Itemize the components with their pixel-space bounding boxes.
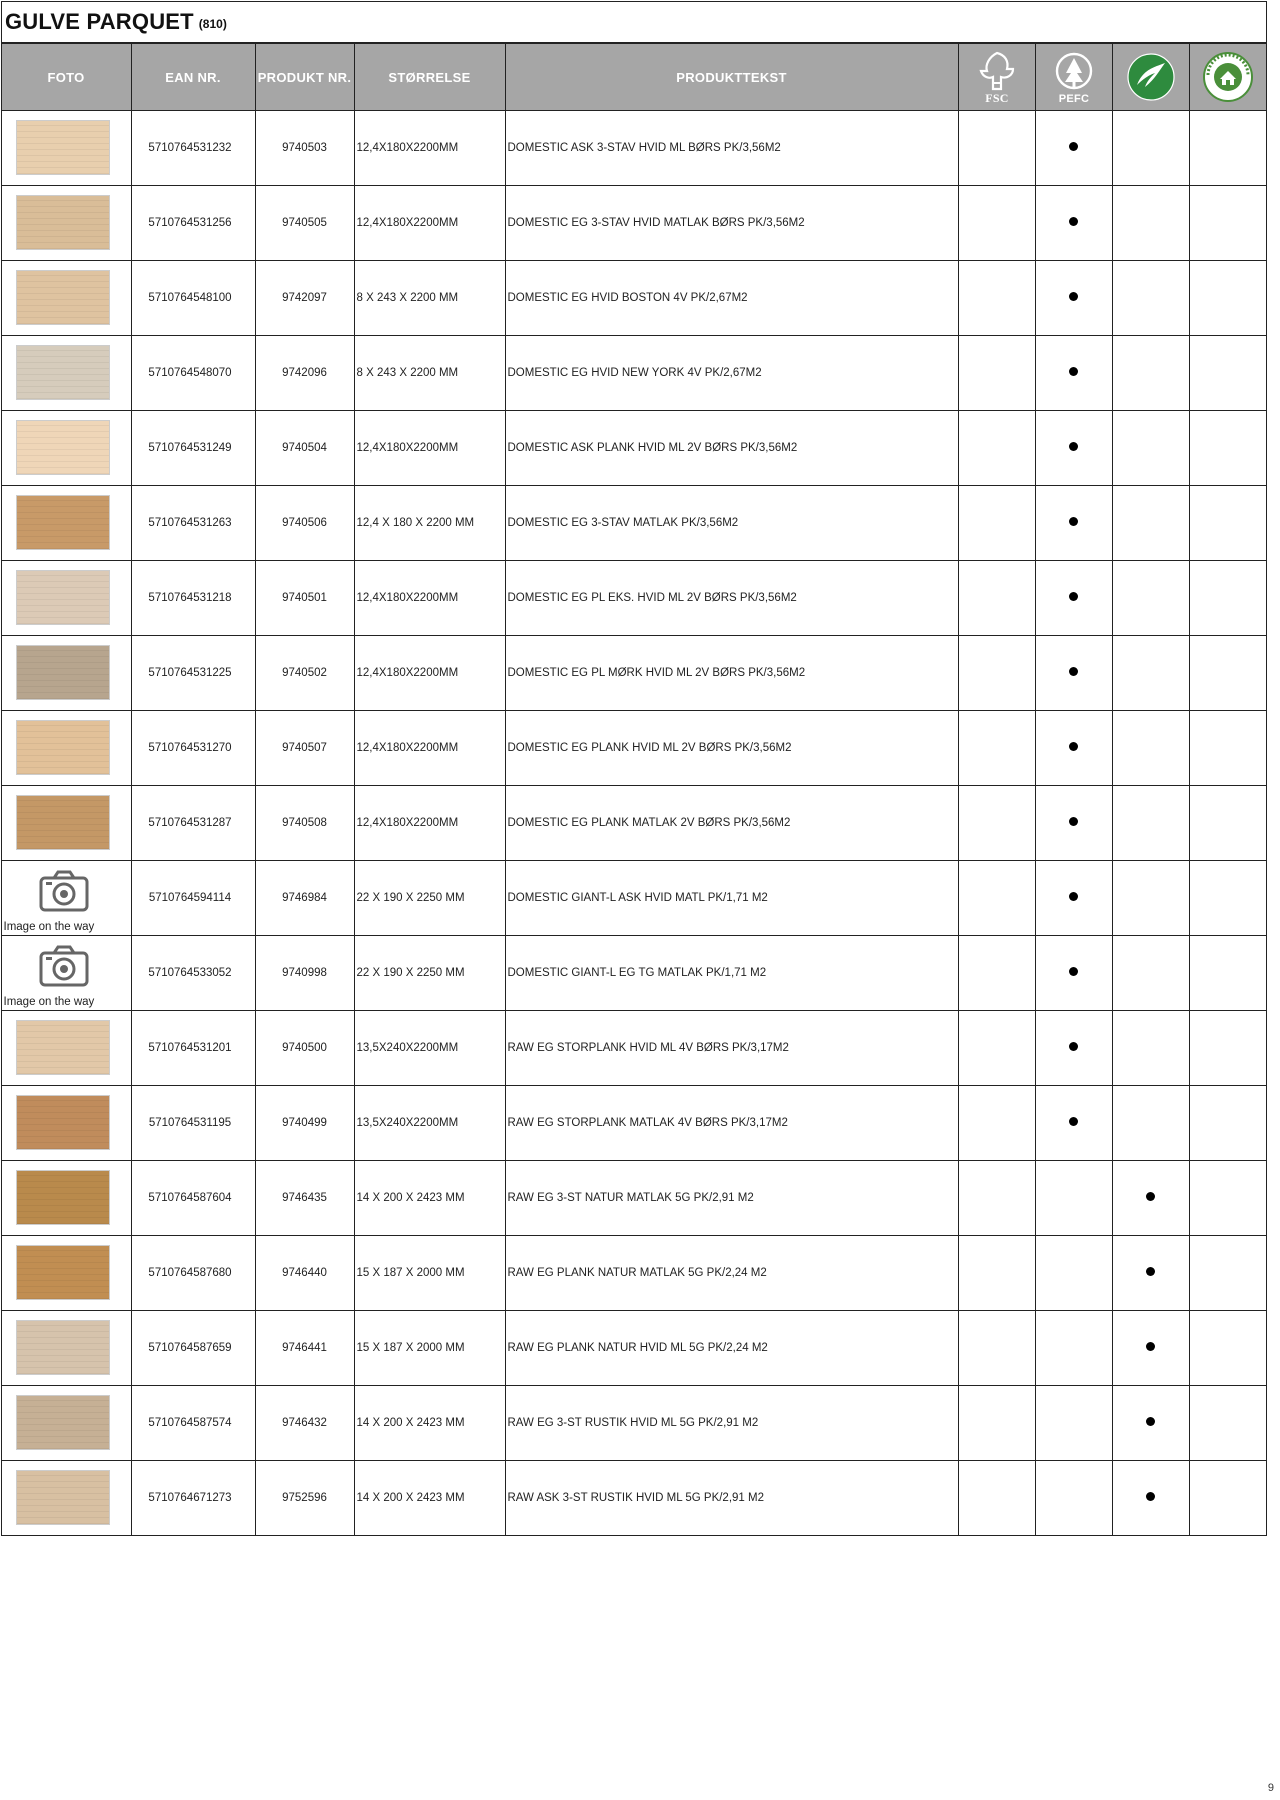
cert-dot-marker bbox=[1069, 592, 1078, 601]
ean-cell: 5710764531287 bbox=[131, 786, 255, 861]
cert-dot-marker bbox=[1069, 442, 1078, 451]
fsc-tree-logo-icon bbox=[971, 49, 1023, 105]
product-photo-cell bbox=[1, 261, 131, 336]
product-nr-cell: 9740505 bbox=[255, 186, 354, 261]
product-text-cell: RAW EG STORPLANK HVID ML 4V BØRS PK/3,17M2 bbox=[505, 1011, 958, 1086]
ean-cell: 5710764587574 bbox=[131, 1386, 255, 1461]
table-header-row bbox=[1, 44, 1266, 111]
table-row bbox=[1, 1011, 1266, 1086]
size-cell: 12,4X180X2200MM bbox=[354, 186, 505, 261]
ean-cell: 5710764531270 bbox=[131, 711, 255, 786]
cert-cell-indoor-climate bbox=[1189, 1311, 1266, 1386]
size-cell: 14 X 200 X 2423 MM bbox=[354, 1386, 505, 1461]
product-nr-cell: 9740508 bbox=[255, 786, 354, 861]
table-row bbox=[1, 561, 1266, 636]
product-photo-cell bbox=[1, 786, 131, 861]
cert-cell-pefc bbox=[1035, 1161, 1112, 1236]
col-header-ean: EAN NR. bbox=[131, 44, 255, 111]
cert-cell-pefc bbox=[1035, 561, 1112, 636]
cert-dot-marker bbox=[1069, 142, 1078, 151]
product-text-cell: DOMESTIC ASK PLANK HVID ML 2V BØRS PK/3,56M2 bbox=[505, 411, 958, 486]
cert-cell-pefc bbox=[1035, 486, 1112, 561]
wood-sample-image bbox=[16, 495, 110, 550]
cert-cell-indoor-climate bbox=[1189, 1086, 1266, 1161]
ean-cell: 5710764533052 bbox=[131, 936, 255, 1011]
cert-cell-pefc bbox=[1035, 1086, 1112, 1161]
cert-dot-marker bbox=[1146, 1342, 1155, 1351]
cert-cell-svanemaerket bbox=[1112, 1011, 1189, 1086]
product-text-cell: RAW EG STORPLANK MATLAK 4V BØRS PK/3,17M2 bbox=[505, 1086, 958, 1161]
cert-cell-indoor-climate bbox=[1189, 786, 1266, 861]
product-photo-cell bbox=[1, 1311, 131, 1386]
size-cell: 12,4 X 180 X 2200 MM bbox=[354, 486, 505, 561]
cert-cell-svanemaerket bbox=[1112, 1236, 1189, 1311]
table-row bbox=[1, 1236, 1266, 1311]
cert-cell-indoor-climate bbox=[1189, 636, 1266, 711]
nordic-swan-logo-icon bbox=[1125, 49, 1177, 105]
size-cell: 22 X 190 X 2250 MM bbox=[354, 936, 505, 1011]
product-text-cell: DOMESTIC GIANT-L EG TG MATLAK PK/1,71 M2 bbox=[505, 936, 958, 1011]
cert-cell-svanemaerket bbox=[1112, 111, 1189, 186]
cert-cell-indoor-climate bbox=[1189, 261, 1266, 336]
product-text-cell: DOMESTIC GIANT-L ASK HVID MATL PK/1,71 M2 bbox=[505, 861, 958, 936]
product-photo-cell bbox=[1, 411, 131, 486]
wood-sample-image bbox=[16, 720, 110, 775]
page-number: 9 bbox=[1267, 1782, 1274, 1794]
ean-cell: 5710764531218 bbox=[131, 561, 255, 636]
cert-cell-fsc bbox=[958, 936, 1035, 1011]
cert-cell-fsc bbox=[958, 261, 1035, 336]
category-code: (810) bbox=[198, 17, 227, 31]
cert-dot-marker bbox=[1069, 667, 1078, 676]
cert-cell-svanemaerket bbox=[1112, 1311, 1189, 1386]
product-nr-cell: 9746984 bbox=[255, 861, 354, 936]
product-nr-cell: 9740507 bbox=[255, 711, 354, 786]
product-nr-cell: 9740502 bbox=[255, 636, 354, 711]
ean-cell: 5710764531195 bbox=[131, 1086, 255, 1161]
wood-sample-image bbox=[16, 120, 110, 175]
cert-dot-marker bbox=[1069, 517, 1078, 526]
cert-cell-pefc bbox=[1035, 861, 1112, 936]
product-text-cell: DOMESTIC ASK 3-STAV HVID ML BØRS PK/3,56M2 bbox=[505, 111, 958, 186]
cert-cell-svanemaerket bbox=[1112, 636, 1189, 711]
product-text-cell: DOMESTIC EG HVID BOSTON 4V PK/2,67M2 bbox=[505, 261, 958, 336]
wood-sample-image bbox=[16, 270, 110, 325]
cert-cell-svanemaerket bbox=[1112, 336, 1189, 411]
col-header-pefc bbox=[1035, 44, 1112, 111]
product-text-cell: DOMESTIC EG PL MØRK HVID ML 2V BØRS PK/3,56M2 bbox=[505, 636, 958, 711]
cert-dot-marker bbox=[1069, 1117, 1078, 1126]
cert-cell-pefc bbox=[1035, 186, 1112, 261]
product-photo-cell bbox=[1, 1386, 131, 1461]
product-nr-cell: 9740501 bbox=[255, 561, 354, 636]
size-cell: 14 X 200 X 2423 MM bbox=[354, 1161, 505, 1236]
cert-dot-marker bbox=[1069, 217, 1078, 226]
product-nr-cell: 9746441 bbox=[255, 1311, 354, 1386]
size-cell: 12,4X180X2200MM bbox=[354, 711, 505, 786]
cert-dot-marker bbox=[1069, 292, 1078, 301]
table-row bbox=[1, 861, 1266, 936]
product-text-cell: DOMESTIC EG 3-STAV MATLAK PK/3,56M2 bbox=[505, 486, 958, 561]
table-row bbox=[1, 486, 1266, 561]
product-photo-cell bbox=[1, 1461, 131, 1536]
ean-cell: 5710764548070 bbox=[131, 336, 255, 411]
size-cell: 12,4X180X2200MM bbox=[354, 111, 505, 186]
table-row bbox=[1, 786, 1266, 861]
product-nr-cell: 9752596 bbox=[255, 1461, 354, 1536]
cert-cell-fsc bbox=[958, 636, 1035, 711]
product-photo-cell bbox=[1, 1011, 131, 1086]
cert-cell-indoor-climate bbox=[1189, 186, 1266, 261]
cert-dot-marker bbox=[1146, 1267, 1155, 1276]
cert-dot-marker bbox=[1146, 1492, 1155, 1501]
table-row bbox=[1, 1311, 1266, 1386]
table-row bbox=[1, 186, 1266, 261]
image-on-the-way-text: Image on the way bbox=[3, 996, 95, 1008]
wood-sample-image bbox=[16, 420, 110, 475]
pefc-label: PEFC bbox=[1058, 93, 1089, 105]
camera-icon bbox=[38, 869, 90, 913]
product-nr-cell: 9740998 bbox=[255, 936, 354, 1011]
table-row bbox=[1, 1086, 1266, 1161]
image-placeholder bbox=[2, 861, 131, 935]
table-row bbox=[1, 711, 1266, 786]
product-photo-cell bbox=[1, 711, 131, 786]
wood-sample-image bbox=[16, 1320, 110, 1375]
product-photo-cell bbox=[1, 561, 131, 636]
cert-cell-fsc bbox=[958, 786, 1035, 861]
cert-cell-pefc bbox=[1035, 1386, 1112, 1461]
camera-icon bbox=[38, 944, 90, 988]
cert-cell-pefc bbox=[1035, 111, 1112, 186]
cert-cell-indoor-climate bbox=[1189, 1461, 1266, 1536]
cert-cell-pefc bbox=[1035, 936, 1112, 1011]
size-cell: 15 X 187 X 2000 MM bbox=[354, 1236, 505, 1311]
col-header-indoor-climate bbox=[1189, 44, 1266, 111]
cert-cell-indoor-climate bbox=[1189, 411, 1266, 486]
col-header-fsc bbox=[958, 44, 1035, 111]
size-cell: 13,5X240X2200MM bbox=[354, 1086, 505, 1161]
product-text-cell: RAW EG PLANK NATUR MATLAK 5G PK/2,24 M2 bbox=[505, 1236, 958, 1311]
cert-cell-indoor-climate bbox=[1189, 1386, 1266, 1461]
cert-dot-marker bbox=[1069, 892, 1078, 901]
size-cell: 8 X 243 X 2200 MM bbox=[354, 336, 505, 411]
cert-cell-fsc bbox=[958, 1311, 1035, 1386]
ean-cell: 5710764531263 bbox=[131, 486, 255, 561]
cert-cell-pefc bbox=[1035, 1236, 1112, 1311]
cert-dot-marker bbox=[1069, 742, 1078, 751]
cert-cell-fsc bbox=[958, 1386, 1035, 1461]
cert-cell-svanemaerket bbox=[1112, 1461, 1189, 1536]
cert-cell-svanemaerket bbox=[1112, 1086, 1189, 1161]
cert-cell-pefc bbox=[1035, 636, 1112, 711]
product-rows bbox=[1, 111, 1266, 1536]
cert-cell-svanemaerket bbox=[1112, 1386, 1189, 1461]
wood-sample-image bbox=[16, 1095, 110, 1150]
product-text-cell: RAW EG 3-ST RUSTIK HVID ML 5G PK/2,91 M2 bbox=[505, 1386, 958, 1461]
table-row bbox=[1, 936, 1266, 1011]
product-nr-cell: 9740499 bbox=[255, 1086, 354, 1161]
cert-cell-svanemaerket bbox=[1112, 861, 1189, 936]
col-header-produkttekst: PRODUKTTEKST bbox=[505, 44, 958, 111]
cert-cell-svanemaerket bbox=[1112, 786, 1189, 861]
product-photo-cell bbox=[1, 1236, 131, 1311]
product-photo-cell bbox=[1, 1161, 131, 1236]
col-header-svanemaerket bbox=[1112, 44, 1189, 111]
product-nr-cell: 9740500 bbox=[255, 1011, 354, 1086]
product-text-cell: DOMESTIC EG 3-STAV HVID MATLAK BØRS PK/3,56M2 bbox=[505, 186, 958, 261]
wood-sample-image bbox=[16, 345, 110, 400]
cert-cell-fsc bbox=[958, 186, 1035, 261]
product-nr-cell: 9740503 bbox=[255, 111, 354, 186]
cert-cell-indoor-climate bbox=[1189, 486, 1266, 561]
title-row bbox=[2, 1, 1266, 43]
cert-cell-svanemaerket bbox=[1112, 186, 1189, 261]
cert-cell-svanemaerket bbox=[1112, 411, 1189, 486]
cert-dot-marker bbox=[1069, 1042, 1078, 1051]
product-photo-cell bbox=[1, 486, 131, 561]
pefc-tree-logo-icon bbox=[1048, 49, 1100, 105]
image-on-the-way-text: Image on the way bbox=[3, 921, 95, 933]
ean-cell: 5710764531201 bbox=[131, 1011, 255, 1086]
cert-cell-svanemaerket bbox=[1112, 561, 1189, 636]
ean-cell: 5710764594114 bbox=[131, 861, 255, 936]
cert-cell-indoor-climate bbox=[1189, 1161, 1266, 1236]
cert-cell-fsc bbox=[958, 711, 1035, 786]
size-cell: 12,4X180X2200MM bbox=[354, 561, 505, 636]
cert-cell-pefc bbox=[1035, 1461, 1112, 1536]
wood-sample-image bbox=[16, 645, 110, 700]
table-row bbox=[1, 1161, 1266, 1236]
wood-sample-image bbox=[16, 795, 110, 850]
wood-sample-image bbox=[16, 570, 110, 625]
cert-dot-marker bbox=[1069, 367, 1078, 376]
col-header-stoerrelse: STØRRELSE bbox=[354, 44, 505, 111]
size-cell: 13,5X240X2200MM bbox=[354, 1011, 505, 1086]
product-text-cell: RAW ASK 3-ST RUSTIK HVID ML 5G PK/2,91 M2 bbox=[505, 1461, 958, 1536]
size-cell: 15 X 187 X 2000 MM bbox=[354, 1311, 505, 1386]
ean-cell: 5710764671273 bbox=[131, 1461, 255, 1536]
cert-cell-fsc bbox=[958, 336, 1035, 411]
cert-cell-svanemaerket bbox=[1112, 711, 1189, 786]
product-nr-cell: 9746440 bbox=[255, 1236, 354, 1311]
wood-sample-image bbox=[16, 1170, 110, 1225]
cert-cell-indoor-climate bbox=[1189, 111, 1266, 186]
product-photo-cell bbox=[1, 1086, 131, 1161]
cert-dot-marker bbox=[1069, 817, 1078, 826]
ean-cell: 5710764531249 bbox=[131, 411, 255, 486]
size-cell: 8 X 243 X 2200 MM bbox=[354, 261, 505, 336]
table-row bbox=[1, 636, 1266, 711]
product-nr-cell: 9740504 bbox=[255, 411, 354, 486]
product-photo-cell bbox=[1, 936, 131, 1011]
cert-cell-pefc bbox=[1035, 1311, 1112, 1386]
cert-cell-pefc bbox=[1035, 261, 1112, 336]
cert-cell-pefc bbox=[1035, 411, 1112, 486]
cert-cell-fsc bbox=[958, 111, 1035, 186]
cert-cell-fsc bbox=[958, 486, 1035, 561]
size-cell: 22 X 190 X 2250 MM bbox=[354, 861, 505, 936]
size-cell: 12,4X180X2200MM bbox=[354, 411, 505, 486]
product-photo-cell bbox=[1, 111, 131, 186]
product-photo-cell bbox=[1, 636, 131, 711]
cert-cell-indoor-climate bbox=[1189, 1236, 1266, 1311]
product-text-cell: RAW EG PLANK NATUR HVID ML 5G PK/2,24 M2 bbox=[505, 1311, 958, 1386]
cert-cell-pefc bbox=[1035, 336, 1112, 411]
cert-cell-indoor-climate bbox=[1189, 561, 1266, 636]
product-nr-cell: 9740506 bbox=[255, 486, 354, 561]
cert-cell-pefc bbox=[1035, 1011, 1112, 1086]
cert-cell-fsc bbox=[958, 1011, 1035, 1086]
cert-cell-indoor-climate bbox=[1189, 861, 1266, 936]
cert-cell-svanemaerket bbox=[1112, 936, 1189, 1011]
fsc-label: FSC bbox=[984, 91, 1009, 105]
cert-cell-pefc bbox=[1035, 786, 1112, 861]
page-title: GULVE PARQUET bbox=[5, 9, 194, 34]
table-row bbox=[1, 261, 1266, 336]
product-text-cell: DOMESTIC EG PL EKS. HVID ML 2V BØRS PK/3,56M2 bbox=[505, 561, 958, 636]
cert-cell-fsc bbox=[958, 861, 1035, 936]
cert-dot-marker bbox=[1146, 1417, 1155, 1426]
ean-cell: 5710764587680 bbox=[131, 1236, 255, 1311]
product-nr-cell: 9746432 bbox=[255, 1386, 354, 1461]
ean-cell: 5710764548100 bbox=[131, 261, 255, 336]
ean-cell: 5710764587604 bbox=[131, 1161, 255, 1236]
table-row bbox=[1, 111, 1266, 186]
product-nr-cell: 9742096 bbox=[255, 336, 354, 411]
wood-sample-image bbox=[16, 1470, 110, 1525]
ean-cell: 5710764531256 bbox=[131, 186, 255, 261]
indoor-climate-label-logo-icon bbox=[1202, 49, 1254, 105]
product-text-cell: RAW EG 3-ST NATUR MATLAK 5G PK/2,91 M2 bbox=[505, 1161, 958, 1236]
product-text-cell: DOMESTIC EG HVID NEW YORK 4V PK/2,67M2 bbox=[505, 336, 958, 411]
col-header-foto: FOTO bbox=[1, 44, 131, 111]
product-photo-cell bbox=[1, 861, 131, 936]
product-text-cell: DOMESTIC EG PLANK MATLAK 2V BØRS PK/3,56M2 bbox=[505, 786, 958, 861]
cert-cell-fsc bbox=[958, 1461, 1035, 1536]
wood-sample-image bbox=[16, 1245, 110, 1300]
cert-dot-marker bbox=[1069, 967, 1078, 976]
cert-cell-indoor-climate bbox=[1189, 936, 1266, 1011]
cert-dot-marker bbox=[1146, 1192, 1155, 1201]
image-placeholder bbox=[2, 936, 131, 1010]
cert-cell-indoor-climate bbox=[1189, 336, 1266, 411]
cert-cell-svanemaerket bbox=[1112, 261, 1189, 336]
cert-cell-pefc bbox=[1035, 711, 1112, 786]
product-nr-cell: 9746435 bbox=[255, 1161, 354, 1236]
table-row bbox=[1, 1386, 1266, 1461]
size-cell: 12,4X180X2200MM bbox=[354, 786, 505, 861]
cert-cell-indoor-climate bbox=[1189, 711, 1266, 786]
cert-cell-indoor-climate bbox=[1189, 1011, 1266, 1086]
cert-cell-fsc bbox=[958, 411, 1035, 486]
product-table bbox=[1, 43, 1267, 1536]
cert-cell-fsc bbox=[958, 1161, 1035, 1236]
cert-cell-fsc bbox=[958, 561, 1035, 636]
cert-cell-fsc bbox=[958, 1086, 1035, 1161]
cert-cell-svanemaerket bbox=[1112, 486, 1189, 561]
table-row bbox=[1, 411, 1266, 486]
product-sheet bbox=[1, 1, 1267, 1536]
size-cell: 12,4X180X2200MM bbox=[354, 636, 505, 711]
wood-sample-image bbox=[16, 1395, 110, 1450]
product-photo-cell bbox=[1, 336, 131, 411]
product-text-cell: DOMESTIC EG PLANK HVID ML 2V BØRS PK/3,56M2 bbox=[505, 711, 958, 786]
table-row bbox=[1, 336, 1266, 411]
cert-cell-fsc bbox=[958, 1236, 1035, 1311]
wood-sample-image bbox=[16, 195, 110, 250]
ean-cell: 5710764531225 bbox=[131, 636, 255, 711]
wood-sample-image bbox=[16, 1020, 110, 1075]
size-cell: 14 X 200 X 2423 MM bbox=[354, 1461, 505, 1536]
table-row bbox=[1, 1461, 1266, 1536]
col-header-produkt-nr: PRODUKT NR. bbox=[255, 44, 354, 111]
cert-cell-svanemaerket bbox=[1112, 1161, 1189, 1236]
product-photo-cell bbox=[1, 186, 131, 261]
product-nr-cell: 9742097 bbox=[255, 261, 354, 336]
ean-cell: 5710764587659 bbox=[131, 1311, 255, 1386]
ean-cell: 5710764531232 bbox=[131, 111, 255, 186]
